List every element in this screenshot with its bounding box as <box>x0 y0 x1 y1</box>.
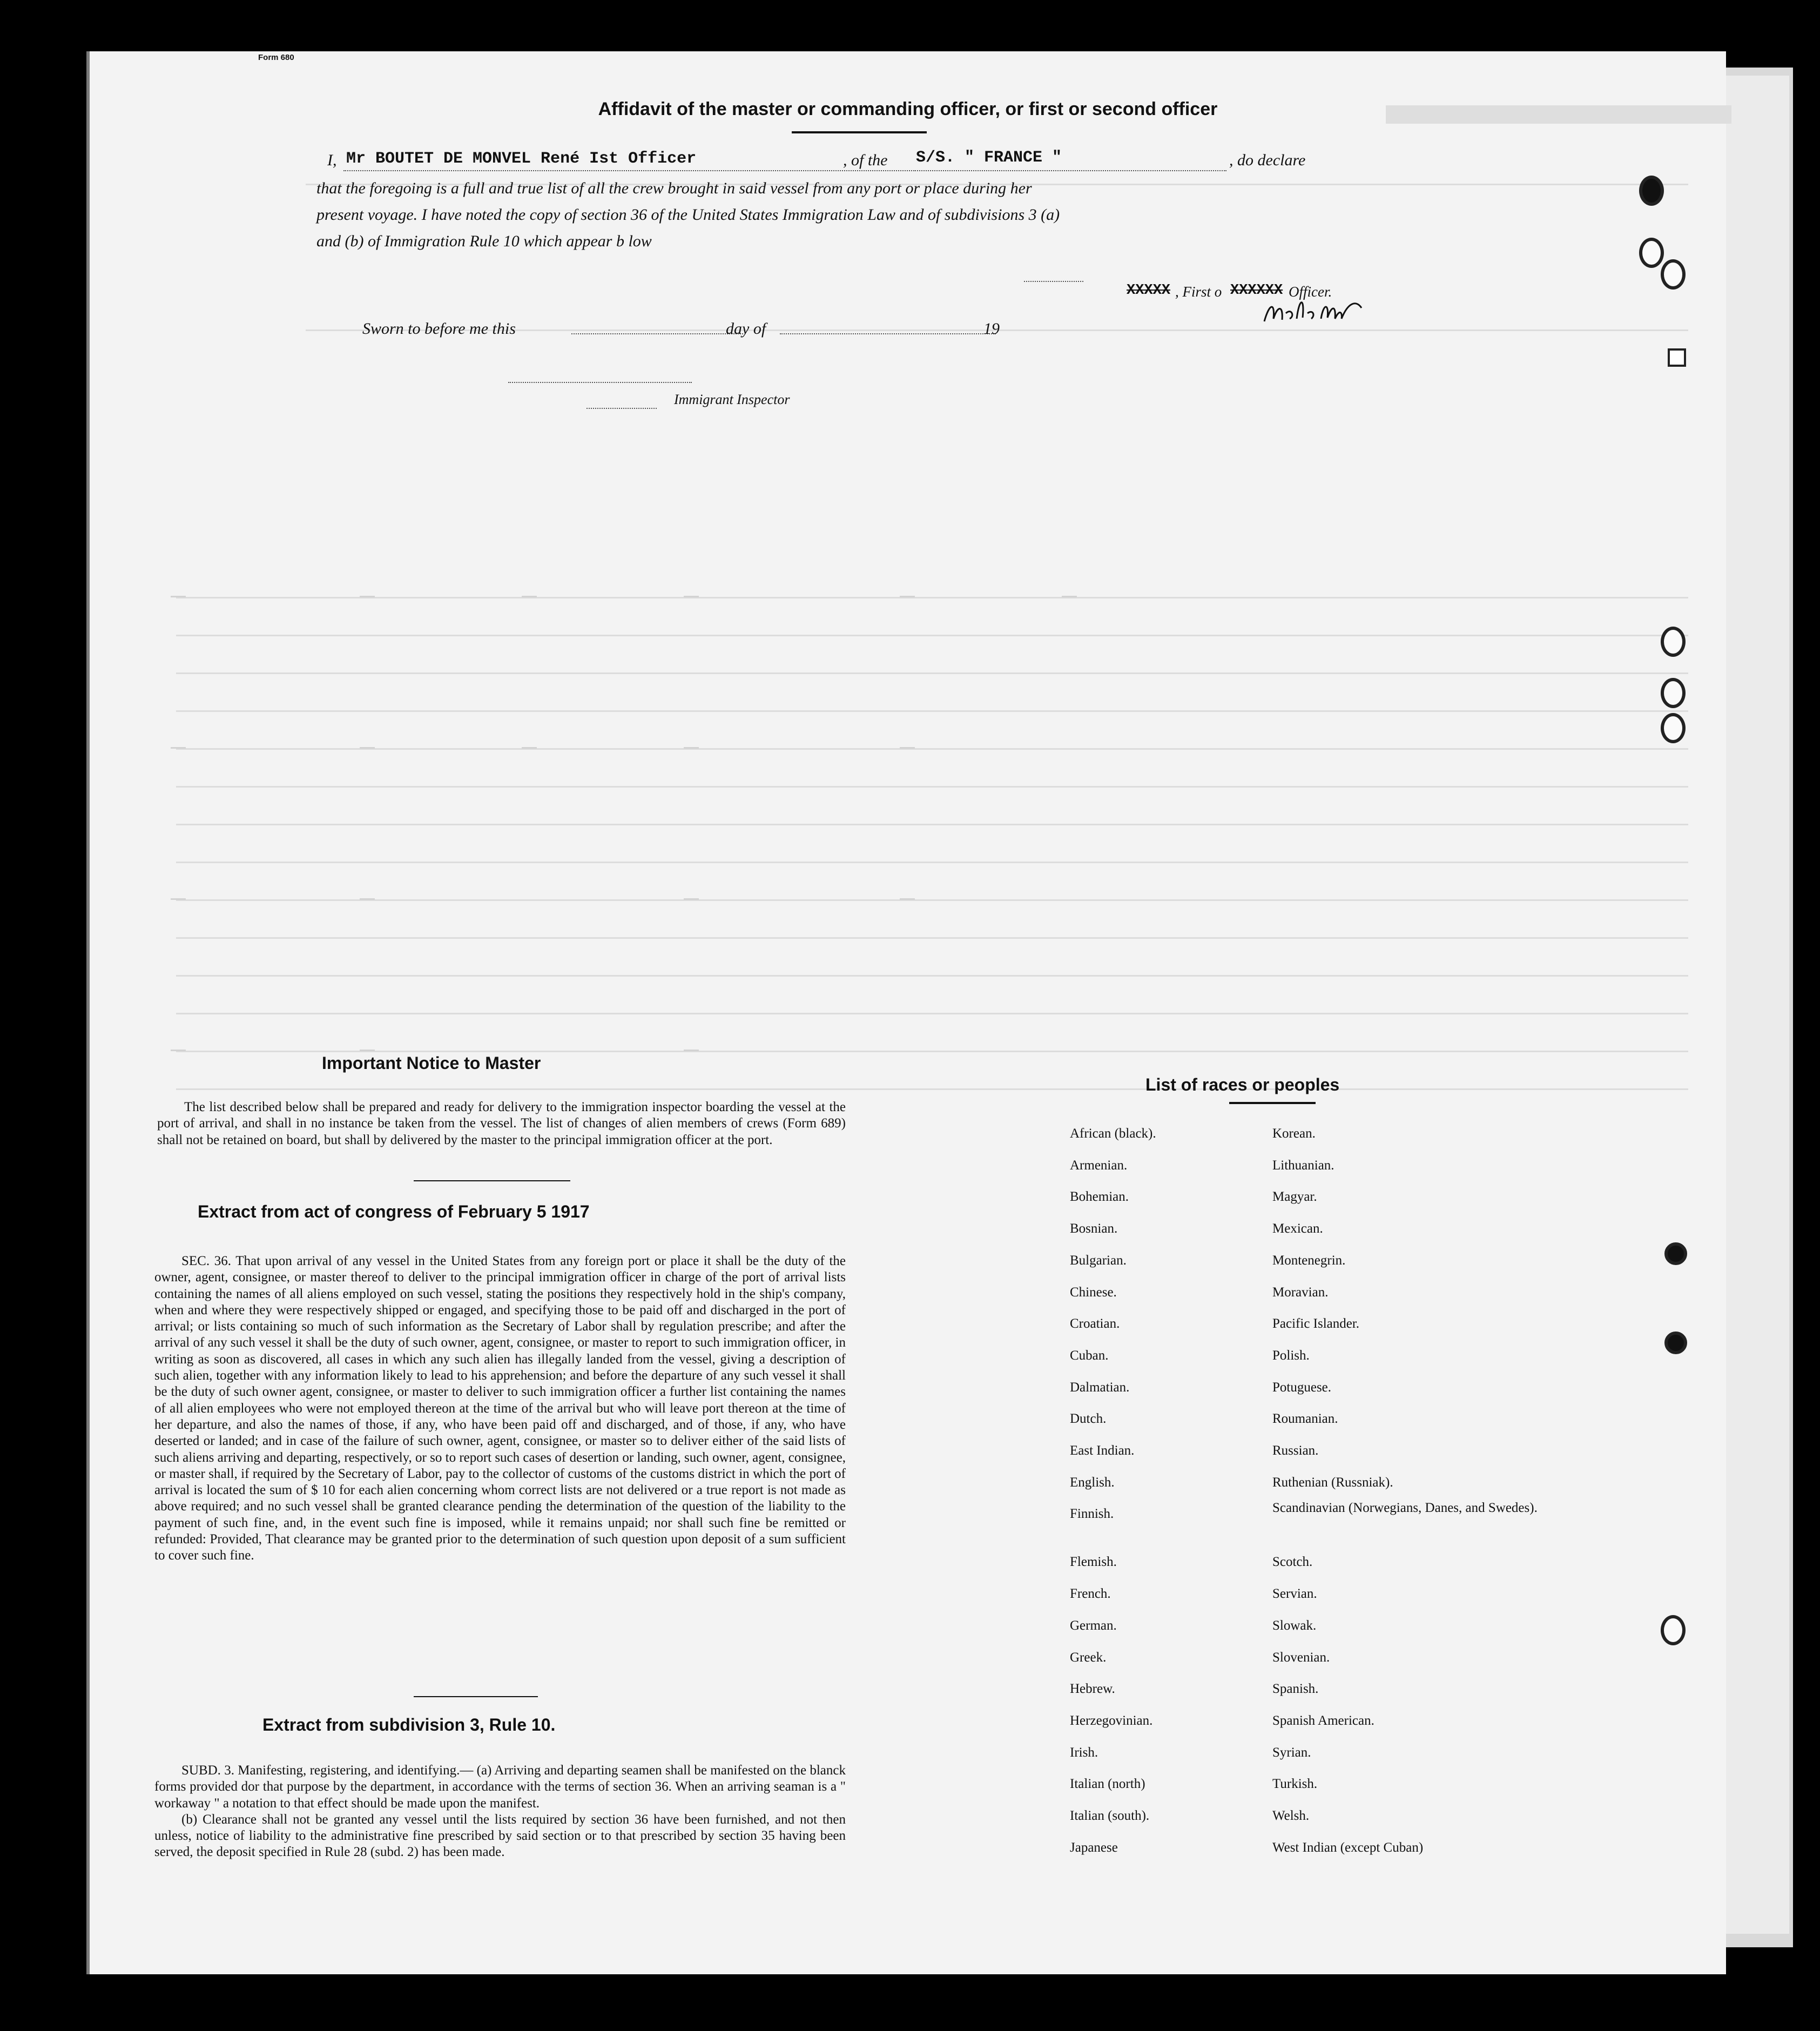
binder-hole <box>1664 1331 1687 1354</box>
race-entry: Magyar. <box>1272 1189 1317 1205</box>
year-prefix: 19 <box>983 320 1000 338</box>
signature-line-left <box>1024 281 1083 282</box>
bleed-through-line <box>176 672 1688 674</box>
underlying-sheet-edge <box>1723 76 1789 1934</box>
races-list-right <box>1272 1118 1538 1864</box>
notice-text: The list described below shall be prepared and ready for delivery to the immigration inspector boarding the vessel at the port of arrival, and shall in no instance be taken from the vessel. The list of changes of alien members of crews (Form 689) shall not be retained on board, but shall by delivered by the master to the principal immigration officer at the port. <box>157 1100 846 1147</box>
bleed-through-mark <box>900 596 915 597</box>
race-entry: Ruthenian (Russniak). <box>1272 1475 1393 1490</box>
of-the-label: , of the <box>843 151 888 169</box>
page-tab <box>1668 348 1686 367</box>
officer-first-label: , First o <box>1175 284 1222 300</box>
bleed-through-mark <box>171 596 186 597</box>
sworn-day-line <box>571 333 743 334</box>
race-entry: English. <box>1070 1475 1115 1490</box>
vessel-name: S/S. " FRANCE " <box>916 149 1062 167</box>
affidavit-body-line-2: present voyage. I have noted the copy of section 36 of the United States Immigration Law and of subdivisions 3 (a) <box>316 206 1060 224</box>
race-entry: Dutch. <box>1070 1411 1107 1427</box>
bleed-through-line <box>176 975 1688 977</box>
bleed-through-line <box>176 862 1688 863</box>
race-entry: Spanish. <box>1272 1682 1319 1697</box>
race-entry: Scandinavian (Norwegians, Danes, and Swedes). <box>1272 1501 1538 1516</box>
bleed-through-mark <box>360 596 375 597</box>
declarant-name: Mr BOUTET DE MONVEL René Ist Officer <box>346 150 697 168</box>
vessel-line <box>913 170 1226 171</box>
race-entry: Bosnian. <box>1070 1221 1118 1236</box>
race-entry: Bohemian. <box>1070 1189 1129 1205</box>
binder-hole <box>1661 1615 1686 1645</box>
inspector-label: Immigrant Inspector <box>674 392 790 407</box>
binder-hole <box>1664 1242 1687 1265</box>
bleed-through-line <box>176 786 1688 788</box>
bleed-through-line <box>176 937 1688 939</box>
title-rule <box>792 131 927 133</box>
race-entry: Montenegrin. <box>1272 1253 1346 1268</box>
binder-hole <box>1639 238 1664 268</box>
act-extract-text: SEC. 36. That upon arrival of any vessel in the United States from any foreign port or place it shall be the duty of the owner, agent, consignee, or master thereof to deliver to the principal immigration officer in charge of the port of arrival lists containing the names of all aliens employed on such vessel, stating the positions they respectively hold in the ship's company, when and where they were respectively shipped or engaged, and specifying those to be paid off and discharged in the port of arrival; or lists containing so much of such information as the Secretary of Labor shall by regulation prescribe; and after the arrival of any such vessel it shall be the duty of such owner, agent, consignee, or master to report to such immigration officer, in writing as soon as discovered, all cases in which any such alien has illegally landed from the vessel, giving a description of such alien, together with any information likely to lead to his apprehension; and before the departure of any such vessel it shall be the duty of such owner agent, consignee, or master to deliver to such immigration officer a further list containing the names of all alien employees who were not employed thereon at the time of the arrival but who will leave port thereon at the time of her departure, and also the names of those, if any, who have been paid off and discharged, and of those, if any, who have deserted or landed; and in case of the failure of such owner, agent, consignee, or master so to deliver either of the said lists of such aliens arriving and departing, respectively, or so to report such cases of desertion or landing, such owner, agent, consignee, or master shall, if required by the Secretary of Labor, pay to the collector of customs of the customs district in which the port of arrival is located the sum of $ 10 for each alien concerning whom correct lists are not delivered or a true report is not made as above required; and no such vessel shall be granted clearance pending the determination of the question of the liability to the payment of such fine, and, in the event such fine is imposed, while it remains unpaid; nor shall such fine be remitted or refunded: Provided, That clearance may be granted prior to the determination of such question upon deposit of a sum sufficient to cover such fine. <box>154 1254 846 1563</box>
bleed-through-line <box>176 748 1688 750</box>
bleed-through-line <box>176 710 1688 712</box>
race-entry: Mexican. <box>1272 1221 1323 1236</box>
form-number: Form 680 <box>258 53 294 62</box>
notice-rule <box>414 1180 570 1181</box>
race-entry: Spanish American. <box>1272 1713 1374 1728</box>
act-rule <box>414 1696 538 1697</box>
binder-hole <box>1661 678 1686 708</box>
bleed-through-mark <box>1062 596 1077 597</box>
officer-label: Officer. <box>1289 284 1332 300</box>
race-entry: Servian. <box>1272 1586 1317 1602</box>
race-entry: Russian. <box>1272 1443 1319 1458</box>
bleed-through-mark <box>684 1050 699 1051</box>
races-title: List of races or peoples <box>1145 1075 1340 1094</box>
race-entry: Slowak. <box>1272 1618 1317 1633</box>
act-extract-title: Extract from act of congress of February 5 1917 <box>198 1202 590 1221</box>
race-entry: Italian (south). <box>1070 1808 1150 1824</box>
affidavit-title: Affidavit of the master or commanding officer, or first or second officer <box>598 99 1218 119</box>
bleed-through-line <box>176 824 1688 825</box>
bleed-through-mark <box>900 898 915 900</box>
race-entry: Finnish. <box>1070 1507 1114 1522</box>
bleed-through-mark <box>360 1050 375 1051</box>
bleed-through-mark <box>360 898 375 900</box>
race-entry: Scotch. <box>1272 1555 1313 1570</box>
race-entry: Roumanian. <box>1272 1411 1338 1427</box>
bleed-through-mark <box>171 747 186 749</box>
race-entry: Greek. <box>1070 1650 1107 1665</box>
races-title-rule <box>1229 1102 1316 1104</box>
sworn-label: Sworn to before me this <box>362 320 516 338</box>
race-entry: Croatian. <box>1070 1316 1120 1331</box>
rule-extract-text: SUBD. 3. Manifesting, registering, and identifying.— (a) Arriving and departing seamen shall be manifested on the blanck forms provided dor that purpose by the department, in accordance with the terms of section 36. When an arriving seaman is a " workaway " a notation to that effect should be made upon the manifest. (b) Clearance shall not be granted any vessel until the lists required by section 36 have been furnished, and not then unless, notice of liability to the administrative fine prescribed by said section or to that prescribed by section 35 having been served, the deposit specified in Rule 28 (subd. 2) has been made. <box>154 1763 846 1860</box>
race-entry: Cuban. <box>1070 1348 1109 1363</box>
bleed-through-mark <box>171 1050 186 1051</box>
race-entry: East Indian. <box>1070 1443 1135 1458</box>
declaration-prefix: I, <box>327 151 337 169</box>
race-entry: Slovenian. <box>1272 1650 1330 1665</box>
inspector-signature-line <box>508 382 692 383</box>
affidavit-body-line-3: and (b) of Immigration Rule 10 which appear b low <box>316 232 652 250</box>
affidavit-body-line-1: that the foregoing is a full and true list of all the crew brought in said vessel from any port or place during her <box>316 179 1032 197</box>
races-list-left <box>1070 1118 1248 1864</box>
bleed-through-mark <box>522 596 537 597</box>
race-entry: French. <box>1070 1586 1111 1602</box>
race-entry: Italian (north) <box>1070 1777 1145 1792</box>
race-entry: Pacific Islander. <box>1272 1316 1360 1331</box>
race-entry: Polish. <box>1272 1348 1310 1363</box>
race-entry: West Indian (except Cuban) <box>1272 1840 1424 1855</box>
race-entry: Japanese <box>1070 1840 1118 1855</box>
bleed-through-mark <box>684 747 699 749</box>
race-entry: Flemish. <box>1070 1555 1117 1570</box>
race-entry: German. <box>1070 1618 1117 1633</box>
bleed-through-mark <box>684 898 699 900</box>
struck-title-2: XXXXXX <box>1230 283 1283 299</box>
bleed-through-line <box>176 635 1688 636</box>
inspector-line <box>587 408 657 409</box>
race-entry: Moravian. <box>1272 1284 1329 1300</box>
bleed-through-mark <box>684 596 699 597</box>
rule-extract-title: Extract from subdivision 3, Rule 10. <box>262 1715 556 1734</box>
document-page <box>86 51 1726 1974</box>
race-entry: Hebrew. <box>1070 1682 1115 1697</box>
day-of-label: day of <box>726 320 766 338</box>
race-entry: Syrian. <box>1272 1745 1311 1760</box>
race-entry: Irish. <box>1070 1745 1098 1760</box>
bleed-through-line <box>176 899 1688 901</box>
race-entry: Bulgarian. <box>1070 1253 1127 1268</box>
bleed-through-line <box>176 597 1688 598</box>
race-entry: Chinese. <box>1070 1284 1117 1300</box>
race-entry: Korean. <box>1272 1126 1316 1141</box>
struck-title-1: XXXXX <box>1127 283 1171 299</box>
notice-title: Important Notice to Master <box>322 1053 541 1073</box>
binder-hole <box>1661 259 1686 290</box>
binder-hole <box>1639 176 1664 206</box>
bleed-through-mark <box>522 747 537 749</box>
race-entry: Lithuanian. <box>1272 1158 1334 1173</box>
race-entry: Potuguese. <box>1272 1380 1332 1395</box>
bleed-through-mark <box>900 747 915 749</box>
bleed-through-line <box>176 1088 1688 1090</box>
race-entry: Herzegovinian. <box>1070 1713 1153 1728</box>
race-entry: Dalmatian. <box>1070 1380 1130 1395</box>
race-entry: Welsh. <box>1272 1808 1310 1824</box>
binder-hole <box>1661 713 1686 743</box>
race-entry: Armenian. <box>1070 1158 1128 1173</box>
race-entry: African (black). <box>1070 1126 1156 1141</box>
bleed-through-mark <box>360 747 375 749</box>
declarant-line <box>343 170 916 171</box>
bleed-through-line <box>176 1051 1688 1052</box>
bleed-through-line <box>176 1013 1688 1014</box>
race-entry: Turkish. <box>1272 1777 1318 1792</box>
binder-hole <box>1661 627 1686 657</box>
bleed-through-mark <box>171 898 186 900</box>
do-declare-label: , do declare <box>1229 151 1306 169</box>
sworn-month-line <box>780 333 996 334</box>
